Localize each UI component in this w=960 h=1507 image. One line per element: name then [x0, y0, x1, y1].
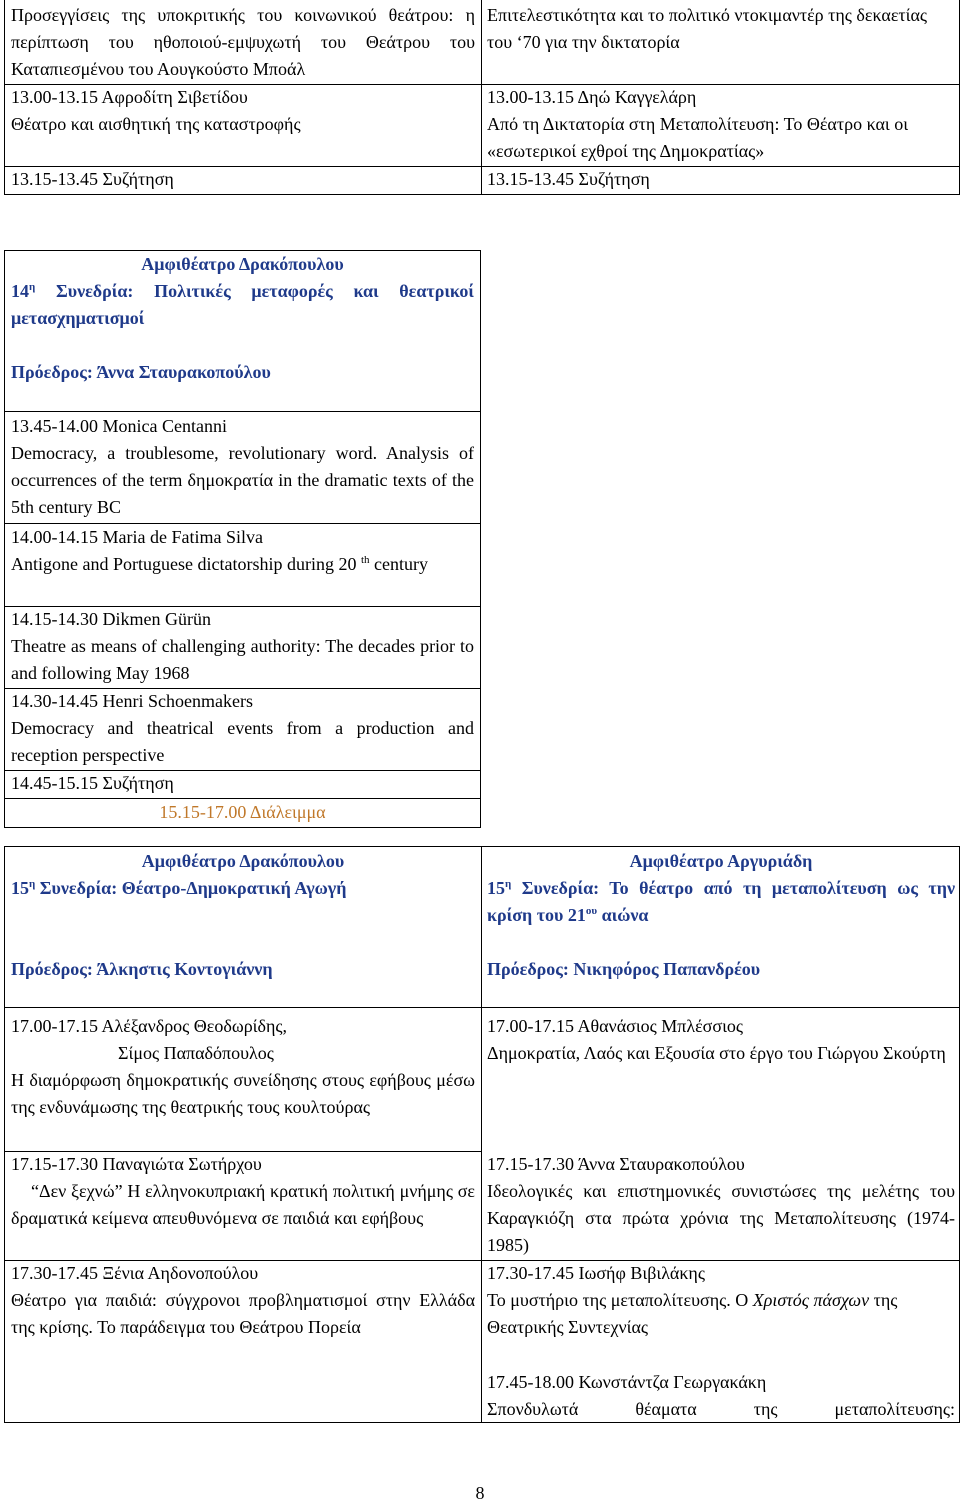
talk-title: Democracy and theatrical events from a production and reception perspective	[11, 718, 474, 765]
talk-time: 13.00-13.15 Αφροδίτη Σιβετίδου	[11, 87, 248, 107]
top-right-title: Επιτελεστικότητα και το πολιτικό ντοκιμαντέρ της δεκαετίας του ‘70 για την δικτατορία	[487, 5, 928, 52]
talk-time: 14.30-14.45 Henri Schoenmakers	[11, 691, 253, 711]
top-right-talk	[481, 84, 960, 165]
talk-time: 17.15-17.30 Άννα Σταυρακοπούλου	[487, 1154, 745, 1174]
talk-title: Θέατρο και αισθητική της καταστροφής	[11, 114, 301, 134]
talk-coauthor: Σίμος Παπαδόπουλος	[118, 1043, 274, 1063]
session-15-left-header	[5, 848, 481, 983]
talk-title: Σπονδυλωτά θέαματα της μεταπολίτευσης:	[487, 1399, 955, 1419]
chair: Πρόεδρος: Άλκηστις Κοντογιάννη	[11, 959, 273, 979]
talk-time: 13.00-13.15 Δηώ Καγγελάρη	[487, 87, 697, 107]
talk-time: 14.15-14.30 Dikmen Gürün	[11, 609, 211, 629]
talk-1	[5, 413, 480, 521]
talk-title: Antigone and Portuguese dictatorship during 20 $^{th}$ century	[11, 554, 428, 574]
talk-time: 17.30-17.45 Ξένια Αηδονοπούλου	[11, 1263, 259, 1283]
left-talk-3	[5, 1260, 481, 1341]
talk-title: Ιδεολογικές και επιστημονικές συνιστώσες της μελέτης του Καραγκιόζη στα πρώτα χρόνια της Μεταπολίτευσης (1974-1985)	[487, 1181, 955, 1255]
talk-time: 17.30-17.45 Ιωσήφ Βιβιλάκης	[487, 1263, 705, 1283]
session-title: $15^\eta$ Συνεδρία: Θέατρο-Δημοκρατική Αγωγή	[11, 878, 347, 898]
page-number: 8	[475, 1483, 485, 1503]
talk-2	[5, 524, 480, 578]
venue: Αμφιθέατρο Δρακόπουλου	[141, 851, 345, 871]
left-talk-2	[5, 1151, 481, 1232]
break: 15.15-17.00 Διάλειμμα	[159, 802, 326, 822]
talk-title: Το μυστήριο της μεταπολίτευσης. Ο Χριστός πάσχων της Θεατρικής Συντεχνίας	[487, 1290, 898, 1337]
talk-title: Democracy, a troublesome, revolutionary word. Analysis of occurrences of the term δημοκρατία in the dramatic texts of the 5th century BC	[11, 443, 474, 517]
left-talk-1	[5, 1013, 481, 1121]
session-14-header	[5, 251, 480, 411]
top-table	[4, 0, 960, 195]
session-title: $15^\eta$ Συνεδρία: Το θέατρο από τη μεταπολίτευση ως την κρίση του $21^{o\upsilon}$ αιώνα	[487, 878, 955, 925]
talk-title: Δημοκρατία, Λαός και Εξουσία στο έργο του Γιώργου Σκούρτη	[487, 1043, 946, 1063]
talk-title: Θέατρο για παιδιά: σύγχρονοι προβληματισμοί στην Ελλάδα της κρίσης. Το παράδειγμα του Θεάτρου Πορεία	[11, 1290, 475, 1337]
talk-title: “Δεν ξεχνώ” Η ελληνοκυπριακή κρατική πολιτική μνήμης σε δραματικά κείμενα απευθυνόμενα σε παιδιά και εφήβους	[11, 1181, 475, 1228]
discussion: 14.45-15.15 Συζήτηση	[11, 773, 174, 793]
talk-time: 17.00-17.15 Αλέξανδρος Θεοδωρίδης,	[11, 1016, 288, 1036]
talk-title: Η διαμόρφωση δημοκρατικής συνείδησης στους εφήβους μέσω της ενδυνάμωσης της θεατρικής τους κουλτούρας	[11, 1070, 475, 1117]
right-talk-3	[481, 1260, 960, 1341]
top-left-title: Προσεγγίσεις της υποκριτικής του κοινωνικού θεάτρου: η περίπτωση του ηθοποιού-εμψυχωτή του Θεάτρου του Καταπιεσμένου του Αουγκούστο Μποάλ	[11, 5, 475, 79]
session-15-right-header	[481, 848, 960, 983]
top-left-discussion: 13.15-13.45 Συζήτηση	[11, 169, 174, 189]
talk-time: 13.45-14.00 Monica Centanni	[11, 416, 227, 436]
talk-time: 17.15-17.30 Παναγιώτα Σωτήρχου	[11, 1154, 262, 1174]
session-15-table	[4, 846, 960, 1423]
right-talk-4	[481, 1369, 960, 1423]
talk-3	[5, 606, 480, 687]
talk-4	[5, 688, 480, 769]
talk-time: 17.00-17.15 Αθανάσιος Μπλέσσιος	[487, 1016, 744, 1036]
talk-title: Theatre as means of challenging authority: The decades prior to and following May 1968	[11, 636, 474, 683]
right-talk-1	[481, 1013, 960, 1067]
venue: Αμφιθέατρο Αργυριάδη	[629, 851, 813, 871]
talk-time: 17.45-18.00 Κωνστάντζα Γεωργακάκη	[487, 1372, 767, 1392]
session-14-table	[4, 250, 481, 828]
top-right-discussion: 13.15-13.45 Συζήτηση	[487, 169, 650, 189]
session-title: $14^\eta$ Συνεδρία: Πολιτικές μεταφορές και θεατρικοί μετασχηματισμοί	[11, 281, 474, 328]
talk-time: 14.00-14.15 Maria de Fatima Silva	[11, 527, 263, 547]
top-left-talk	[5, 84, 481, 138]
chair: Πρόεδρος: Άννα Σταυρακοπούλου	[11, 362, 271, 382]
talk-title: Από τη Δικτατορία στη Μεταπολίτευση: Το Θέατρο και οι «εσωτερικοί εχθροί της Δημοκρατίας»	[487, 114, 909, 161]
right-talk-2	[481, 1151, 960, 1259]
venue: Αμφιθέατρο Δρακόπουλου	[141, 254, 344, 274]
chair: Πρόεδρος: Νικηφόρος Παπανδρέου	[487, 959, 761, 979]
